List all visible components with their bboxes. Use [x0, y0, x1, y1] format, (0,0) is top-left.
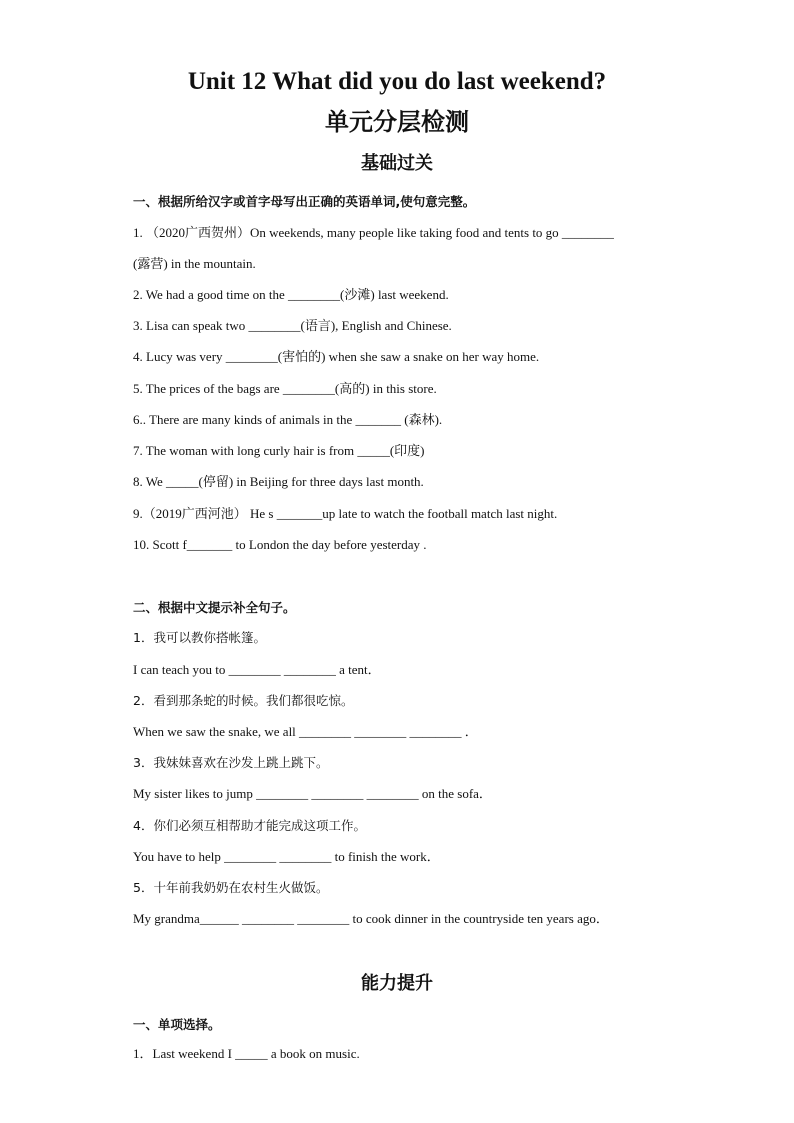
- exercise-line: 2. We had a good time on the ________(沙滩) last weekend.: [133, 287, 449, 302]
- exercise-line: My sister likes to jump ________ ________ ________ on the sofa．: [133, 786, 492, 801]
- part3-heading: 一、单项选择。: [133, 1017, 221, 1032]
- exercise-line: 9.（2019广西河池） He s _______up late to watch the football match last night.: [133, 506, 558, 521]
- exercise-prompt: 3．我妹妹喜欢在沙发上跳上跳下。: [133, 755, 329, 770]
- exercise-line: 1. （2020广西贺州）On weekends, many people like taking food and tents to go ________: [133, 225, 614, 240]
- section-title-advanced: 能力提升: [361, 973, 433, 994]
- page-subtitle: 单元分层检测: [325, 108, 469, 136]
- exercise-line: 3. Lisa can speak two ________(语言), English and Chinese.: [133, 318, 452, 333]
- exercise-prompt: 1．我可以教你搭帐篷。: [133, 630, 266, 645]
- page-title: Unit 12 What did you do last weekend?: [187, 68, 607, 95]
- exercise-line: 1．Last weekend I _____ a book on music.: [133, 1046, 360, 1061]
- section-title-basic: 基础过关: [361, 153, 433, 174]
- exercise-line: 4. Lucy was very ________(害怕的) when she saw a snake on her way home.: [133, 349, 540, 364]
- exercise-prompt: 2．看到那条蛇的时候。我们都很吃惊。: [133, 693, 354, 708]
- exercise-line: You have to help ________ ________ to finish the work．: [133, 849, 440, 864]
- part2-heading: 二、根据中文提示补全句子。: [133, 600, 296, 615]
- exercise-prompt: 5．十年前我奶奶在农村生火做饭。: [133, 880, 329, 895]
- exercise-line: 7. The woman with long curly hair is from _____(印度): [133, 443, 425, 458]
- exercise-line: When we saw the snake, we all ________ ________ ________ ．: [133, 724, 478, 739]
- exercise-line: (露营) in the mountain.: [133, 256, 256, 271]
- exercise-line: 6.. There are many kinds of animals in the _______ (森林).: [133, 412, 443, 427]
- exercise-line: My grandma______ ________ ________ to cook dinner in the countryside ten years ago．: [133, 911, 609, 926]
- exercise-line: 8. We _____(停留) in Beijing for three days last month.: [133, 474, 424, 489]
- exercise-line: 5. The prices of the bags are ________(高的) in this store.: [133, 381, 437, 396]
- exercise-prompt: 4．你们必须互相帮助才能完成这项工作。: [133, 818, 366, 833]
- exercise-line: 10. Scott f_______ to London the day before yesterday .: [133, 537, 427, 552]
- part1-heading: 一、根据所给汉字或首字母写出正确的英语单词,使句意完整。: [133, 194, 476, 209]
- exercise-line: I can teach you to ________ ________ a tent．: [133, 662, 381, 677]
